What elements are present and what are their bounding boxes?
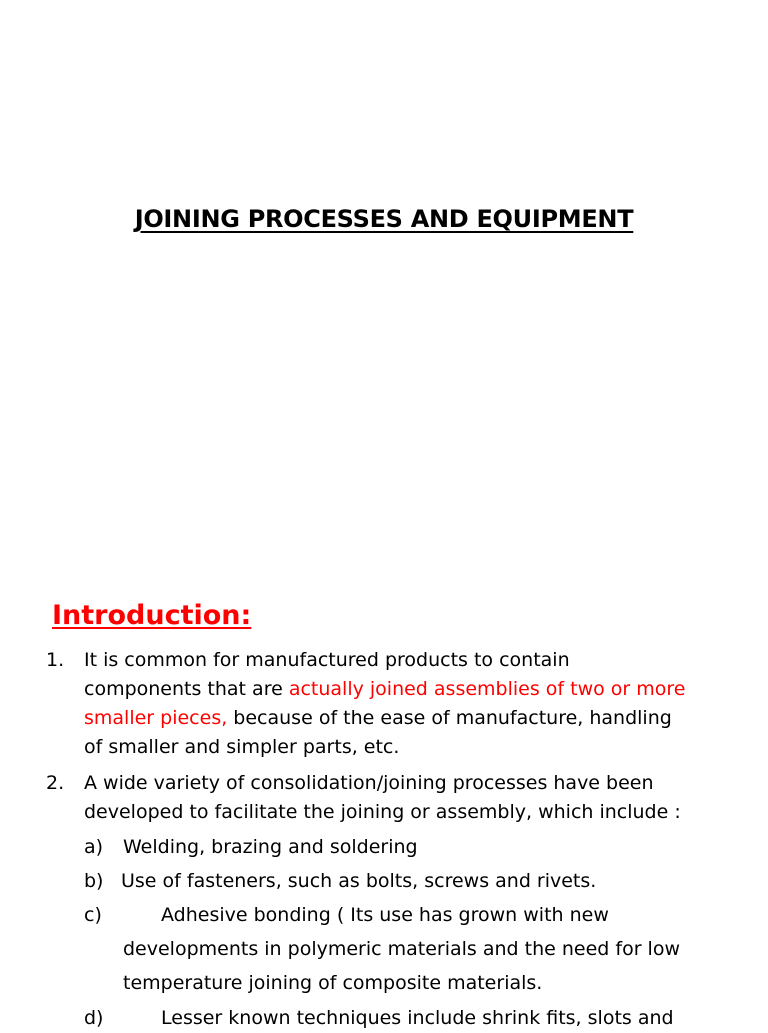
sub-item-letter-c: c) [84,904,102,926]
sub-item-text-c: Adhesive bonding ( Its use has grown with new [161,904,609,926]
list-item-1-line-1: It is common for manufactured products to contain [84,649,570,671]
section-heading: Introduction: [52,600,252,631]
list-item-1-line-3 [84,704,686,733]
list-item-2-line-2: developed to facilitate the joining or assembly, which include : [84,801,681,823]
sub-item-letter-d: d) [84,1007,104,1029]
list-item-2 [84,769,681,827]
list-item-1-line-4: of smaller and simpler parts, etc. [84,736,400,758]
list-item-1-line-2 [84,675,686,704]
list-number-2: 2. [46,772,65,794]
list-item-1-text-b: because of the ease of manufacture, handling [227,707,672,729]
sub-item-text-b: Use of fasteners, such as bolts, screws and rivets. [121,870,597,892]
list-item-1 [84,646,686,762]
list-number-1: 1. [46,649,65,671]
document-title: JOINING PROCESSES AND EQUIPMENT [134,205,634,233]
sub-item-text-a: Welding, brazing and soldering [123,836,418,858]
list-item-1-highlight-a: actually joined assemblies of two or more [288,678,686,700]
sub-item-c-line-2: developments in polymeric materials and the need for low [123,938,680,960]
sub-item-letter-a: a) [84,836,104,858]
sub-item-c-line-3: temperature joining of composite materials. [123,972,543,994]
sub-item-text-d: Lesser known techniques include shrink fits, slots and [161,1007,674,1029]
list-item-1-text-a: components that are [84,678,289,700]
list-item-1-highlight-b: smaller pieces, [84,707,228,729]
list-item-2-line-1: A wide variety of consolidation/joining processes have been [84,772,654,794]
sub-item-c-continuation [123,932,680,1000]
sub-item-letter-b: b) [84,870,104,892]
